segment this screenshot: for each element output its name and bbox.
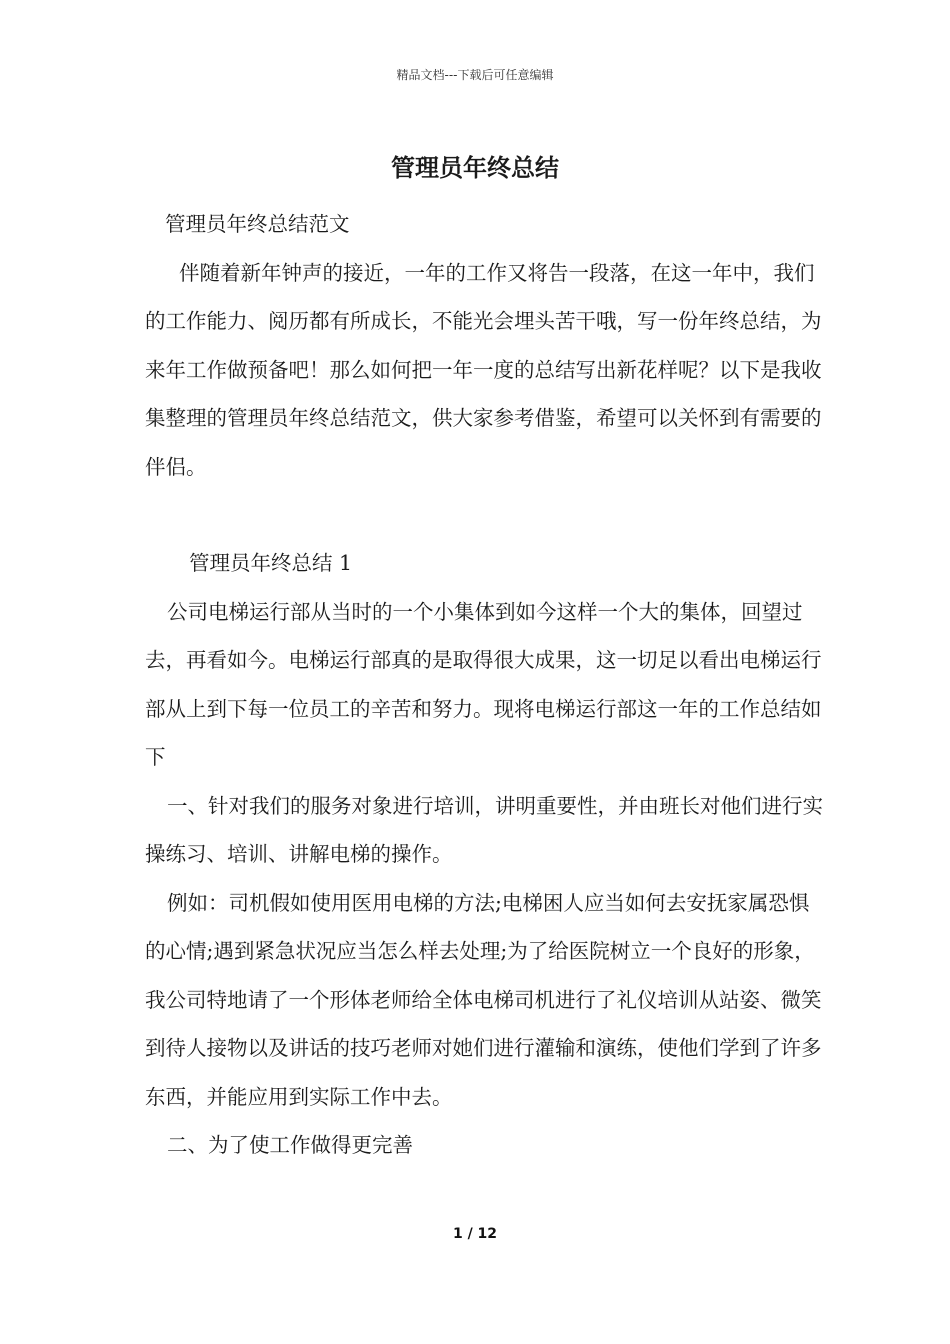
- list-item-2: 二、为了使工作做得更完善: [167, 1133, 413, 1157]
- page-number: 1 / 12: [452, 1226, 498, 1242]
- intro-paragraph: 伴随着新年钟声的接近，一年的工作又将告一段落，在这一年中，我们的工作能力、阅历都有所成长，不能光会埋头苦干哦，写一份年终总结，为来年工作做预备吧！那么如何把一年一度的总结写出新花样呢？以下是我收集整理的管理员年终总结范文，供大家参考借鉴，希望可以关怀到有需要的伴侣。: [145, 260, 822, 479]
- paragraph-spacer: [145, 491, 825, 539]
- document-title: 管理员年终总结: [391, 154, 559, 182]
- section-heading-1: 管理员年终总结 1: [189, 551, 353, 575]
- document-body: [145, 200, 825, 1170]
- list-item-1: 一、针对我们的服务对象进行培训，讲明重要性，并由班长对他们进行实操练习、培训、讲解电梯的操作。: [145, 793, 823, 866]
- section1-paragraph: 公司电梯运行部从当时的一个小集体到如今这样一个大的集体，回望过去，再看如今。电梯运行部真的是取得很大成果，这一切足以看出电梯运行部从上到下每一位员工的辛苦和努力。现将电梯运行部这一年的工作总结如下: [145, 599, 822, 769]
- document-subtitle: 管理员年终总结范文: [165, 212, 350, 236]
- example-paragraph: 例如：司机假如使用医用电梯的方法;电梯困人应当如何去安抚家属恐惧的心情;遇到紧急状况应当怎么样去处理;为了给医院树立一个良好的形象，我公司特地请了一个形体老师给全体电梯司机进行了礼仪培训从站姿、微笑到待人接物以及讲话的技巧老师对她们进行灌输和演练，使他们学到了许多东西，并能应用到实际工作中去。: [145, 890, 822, 1109]
- header-note: 精品文档---下载后可任意编辑: [396, 68, 554, 82]
